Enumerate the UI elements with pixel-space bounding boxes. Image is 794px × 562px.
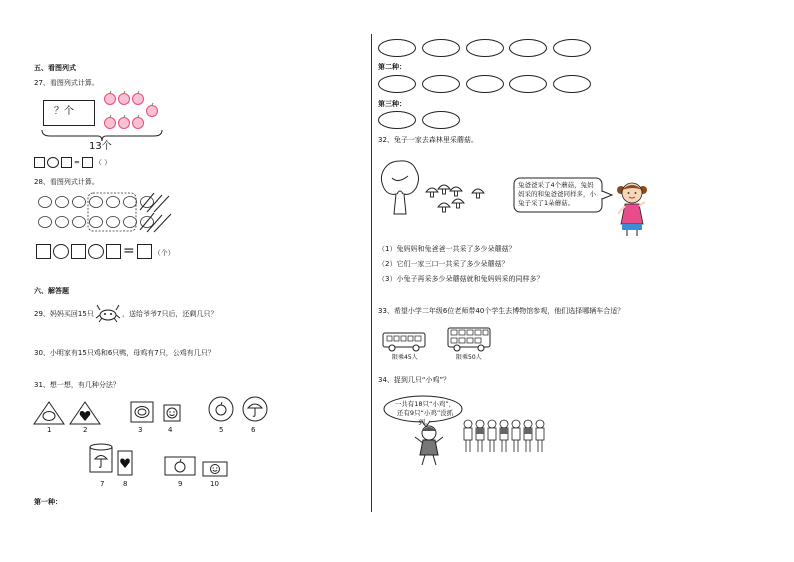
answer-oval[interactable] xyxy=(422,111,460,129)
item-number-6: 6 xyxy=(251,426,256,434)
q34-prompt: 34、捉到几只“小鸡”？ xyxy=(378,376,451,384)
answer-oval[interactable] xyxy=(466,39,504,57)
answer-oval[interactable] xyxy=(422,75,460,93)
answer-box[interactable] xyxy=(82,157,93,168)
rectangle-apple-icon xyxy=(164,456,196,476)
q34-bubble-text: 一共有18只“小鸡”，还有9只“小鸡”没抓到。 xyxy=(394,400,456,426)
item-number-5: 5 xyxy=(219,426,224,434)
q27-prompt: 27、看图列式计算。 xyxy=(34,79,99,87)
answer-oval[interactable] xyxy=(509,75,547,93)
q27-unit: （ ） xyxy=(94,158,112,167)
q32-sub1: （1）兔妈妈和兔爸爸一共采了多少朵蘑菇？ xyxy=(378,245,516,253)
q30-text: 30、小明家有15只鸡和6只鸭，母鸡有7只，公鸡有几只？ xyxy=(34,349,215,357)
q27-box-text: ？个 xyxy=(54,106,74,117)
answer-oval[interactable] xyxy=(553,75,591,93)
answer-box[interactable] xyxy=(137,244,152,259)
square-smiley-icon xyxy=(163,404,181,422)
item-number-1: 1 xyxy=(47,426,52,434)
q28-peaches xyxy=(36,190,178,234)
rectangle-smiley-icon xyxy=(202,461,228,477)
q32-sub2: （2）它们一家三口一共采了多少朵蘑菇？ xyxy=(378,260,509,268)
q29-text-after: ，送给爷爷7只后，还剩几只？ xyxy=(122,310,218,318)
tree-icon xyxy=(378,158,422,216)
item-number-10: 10 xyxy=(210,480,219,488)
triangle-circle-icon xyxy=(33,401,65,425)
q28-prompt: 28、看图列式计算。 xyxy=(34,178,99,186)
q33-prompt: 33、希望小学二年级6位老师带40个学生去博物馆参观，他们选择哪辆车合适？ xyxy=(378,307,625,315)
answer-oval[interactable] xyxy=(422,39,460,57)
q32-sub3: （3）小兔子再采多少朵蘑菇就和兔妈妈采的同样多？ xyxy=(378,275,544,283)
answer-box[interactable] xyxy=(61,157,72,168)
answer-box[interactable] xyxy=(106,244,121,259)
bus-2-capacity: 限乘50人 xyxy=(456,354,482,361)
answer-box[interactable] xyxy=(36,244,51,259)
girl-icon xyxy=(614,180,650,238)
q32-prompt: 32、兔子一家去森林里采蘑菇。 xyxy=(378,136,478,144)
mushrooms-icon xyxy=(424,183,492,219)
column-divider xyxy=(371,34,372,512)
answer-box[interactable] xyxy=(34,157,45,168)
item-number-8: 8 xyxy=(123,480,128,488)
item-number-3: 3 xyxy=(138,426,143,434)
q28-equation: = （个） xyxy=(36,243,175,261)
circle-umbrella-icon xyxy=(242,396,268,422)
q27-total: 13个 xyxy=(89,141,112,152)
item-number-7: 7 xyxy=(100,480,105,488)
square-circle-icon xyxy=(130,401,154,423)
answer-oval[interactable] xyxy=(466,75,504,93)
crab-icon xyxy=(95,303,121,323)
answer-oval[interactable] xyxy=(553,39,591,57)
answer-oval[interactable] xyxy=(378,75,416,93)
answer-oval[interactable] xyxy=(509,39,547,57)
child-catcher-icon xyxy=(412,423,446,467)
section-5-title: 五、看图列式 xyxy=(34,64,76,72)
operator-circle[interactable] xyxy=(47,157,59,168)
q32-bubble-text: 兔爸爸采了4个蘑菇，兔妈妈采的和兔爸爸同样多，小兔子采了1朵蘑菇。 xyxy=(518,181,596,207)
q27-brace xyxy=(40,128,165,142)
children-group-icon xyxy=(460,418,554,456)
cylinder-umbrella-icon xyxy=(89,443,113,475)
way-1-label: 第一种： xyxy=(34,498,62,506)
bus-1-capacity: 限乘45人 xyxy=(392,354,418,361)
operator-circle[interactable] xyxy=(53,244,69,259)
item-number-2: 2 xyxy=(83,426,88,434)
triangle-heart-icon xyxy=(69,401,101,425)
q27-equation: = （ ） xyxy=(34,157,111,168)
operator-circle[interactable] xyxy=(88,244,104,259)
way-2-label: 第二种： xyxy=(378,63,406,71)
rectangle-heart-icon xyxy=(117,450,133,476)
item-number-9: 9 xyxy=(178,480,183,488)
item-number-4: 4 xyxy=(168,426,173,434)
circle-apple-icon xyxy=(208,396,234,422)
section-6-title: 六、解答题 xyxy=(34,287,69,295)
answer-oval[interactable] xyxy=(378,111,416,129)
answer-oval[interactable] xyxy=(378,39,416,57)
q28-unit: （个） xyxy=(153,249,175,257)
way-3-label: 第三种： xyxy=(378,100,406,108)
answer-box[interactable] xyxy=(71,244,86,259)
q29-text-before: 29、妈妈买回15只 xyxy=(34,310,94,318)
bus-icon-2 xyxy=(447,326,491,352)
bus-icon-1 xyxy=(382,330,426,352)
q31-prompt: 31、想一想，有几种分法？ xyxy=(34,381,120,389)
